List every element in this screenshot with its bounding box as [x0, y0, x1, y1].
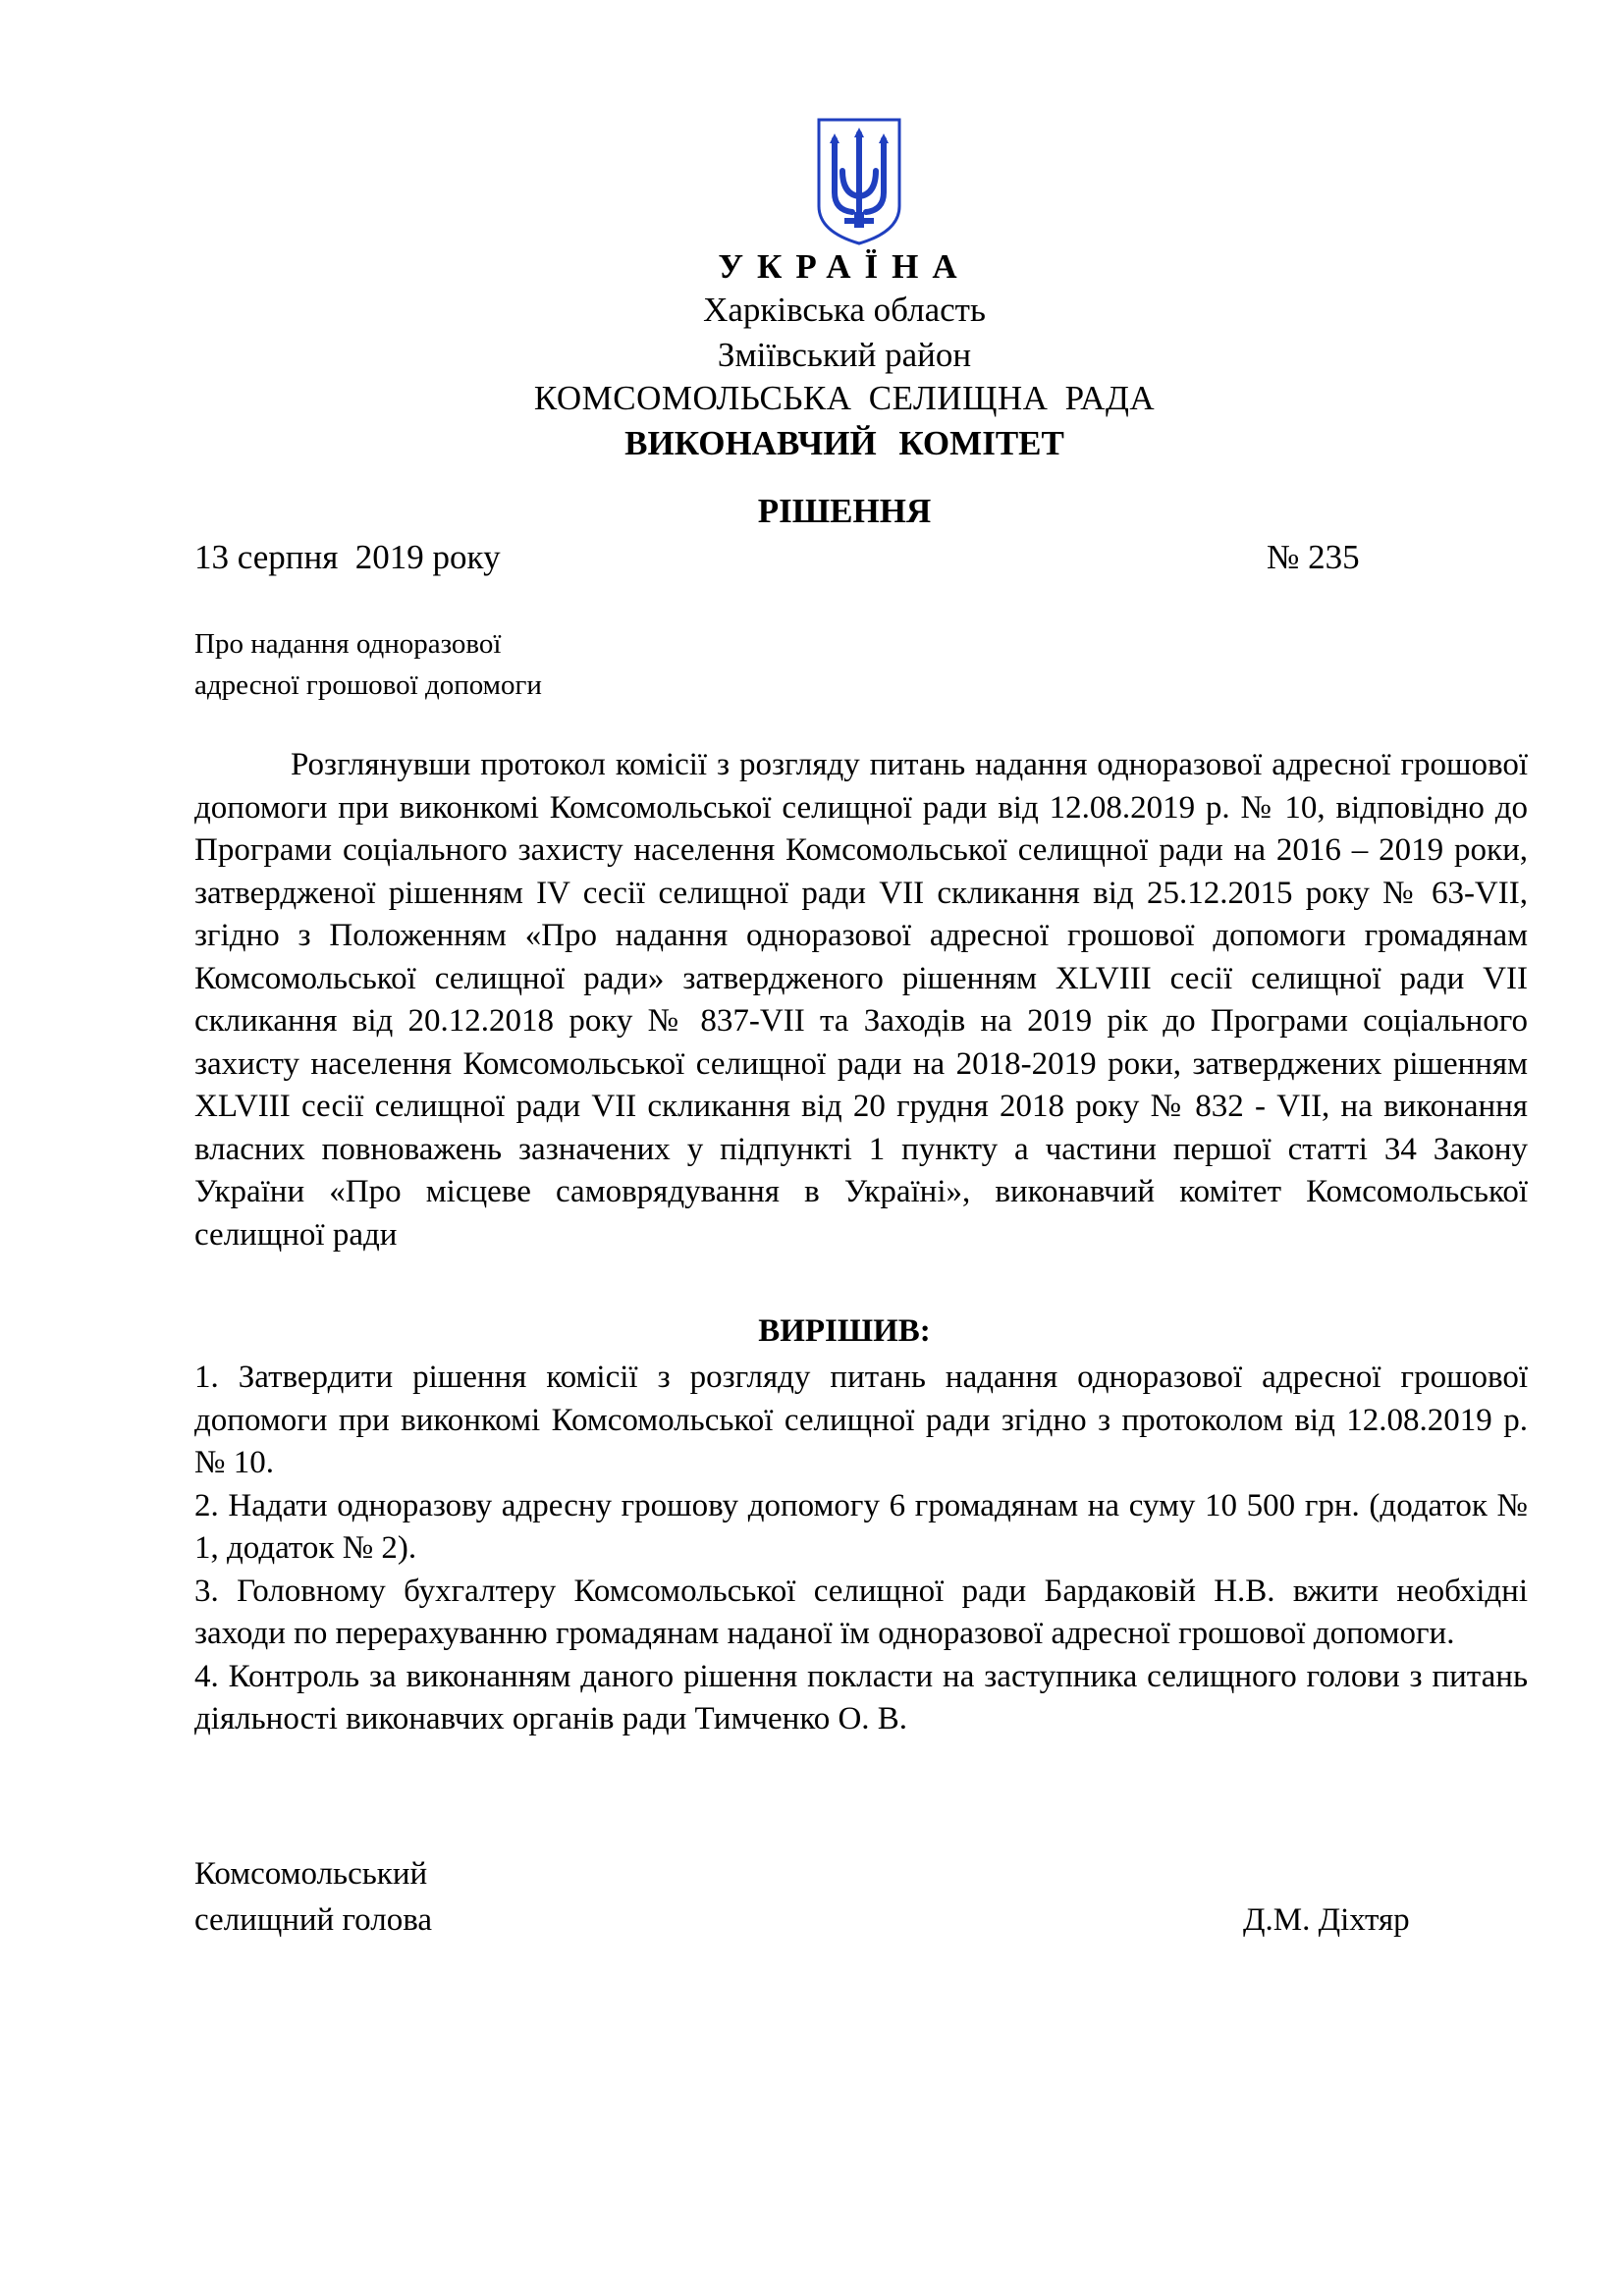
decision-title: РІШЕННЯ — [757, 492, 932, 530]
resolution-items — [194, 1357, 1528, 1741]
resolution-item: 4. Контроль за виконанням даного рішення покласти на заступника селищного голови з питань діяльності виконавчих органів ради Тимченко О. В. — [194, 1658, 1528, 1736]
preamble-paragraph: Розглянувши протокол комісії з розгляду питань надання одноразової адресної грошової допомоги при виконкомі Комсомольської селищної ради від 12.08.2019 р. № 10, відповідно до Програми соціального захисту населення Комсомольської селищної ради на 2016 – 2019 роки, затвердженої рішенням IV сесії селищної ради VII скликання від 25.12.2015 року № 63-VII, згідно з Положенням «Про надання одноразової адресної грошової допомоги громадянам Комсомольської селищної ради» затвердженого рішенням XLVIII сесії селищної ради VII скликання від 20.12.2018 року № 837-VII та Заходів на 2019 рік до Програми соціального захисту населення Комсомольської селищної ради на 2018-2019 роки, затверджених рішенням XLVIII сесії селищної ради VII скликання від 20 грудня 2018 року № 832 - VII, на виконання власних повноважень зазначених у підпункті 1 пункту а частини першої статті 34 Закону України «Про місцеве самоврядування в Україні», виконавчий комітет Комсомольської селищної ради — [194, 747, 1528, 1253]
resolved-heading: ВИРІШИВ: — [758, 1313, 931, 1349]
council-title: КОМСОМОЛЬСЬКА СЕЛИЩНА РАДА — [533, 379, 1156, 417]
ukraine-trident-icon — [815, 116, 903, 247]
subject-line: Про надання одноразової — [194, 628, 502, 660]
resolution-item: 2. Надати одноразову адресну грошову допомогу 6 громадянам на суму 10 500 грн. (додаток № 1, додаток № 2). — [194, 1487, 1528, 1566]
rayon-title: Зміївський район — [717, 336, 972, 374]
decision-subject — [194, 623, 542, 706]
signatory-position — [194, 1851, 432, 1944]
signatory-name: Д.М. Діхтяр — [1243, 1902, 1410, 1938]
committee-title: ВИКОНАВЧИЙ КОМІТЕТ — [624, 424, 1064, 462]
subject-line: адресної грошової допомоги — [194, 669, 542, 701]
signatory-position-line: селищний голова — [194, 1902, 433, 1938]
oblast-title: Харківська область — [703, 291, 986, 329]
resolution-item: 1. Затвердити рішення комісії з розгляду питань надання одноразової адресної грошової допомоги при виконкомі Комсомольської селищної ради згідно з протоколом від 12.08.2019 р. № 10. — [194, 1360, 1528, 1480]
decision-number: № 235 — [1267, 538, 1360, 576]
country-title: УКРАЇНА — [718, 247, 971, 286]
decision-date: 13 серпня 2019 року — [194, 538, 501, 576]
signatory-position-line: Комсомольський — [194, 1856, 428, 1892]
resolution-item: 3. Головному бухгалтеру Комсомольської селищної ради Бардаковій Н.В. вжити необхідні заходи по перерахуванню громадянам наданої їм одноразової адресної грошової допомоги. — [194, 1573, 1528, 1651]
